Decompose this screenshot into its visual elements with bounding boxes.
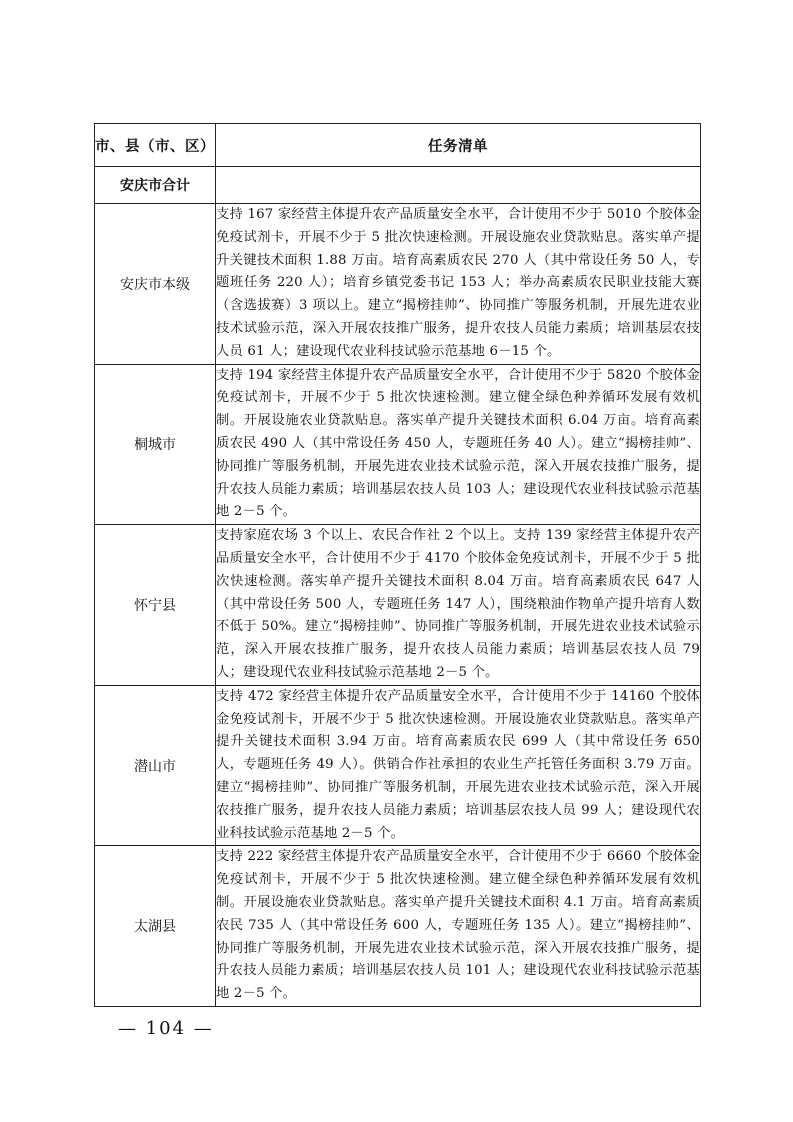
table-row — [95, 846, 701, 1007]
task-description: 支持 194 家经营主体提升农产品质量安全水平，合计使用不少于 5820 个胶体金免疫试剂卡，开展不少于 5 批次快速检测。建立健全绿色种养循环发展有效机制。开展设施农业贷款贴息。落实单产提升关键技术面积 6.04 万亩。培育高素质农民 490 人（其中常设任务 450 人，专题班任务 40 人）。建立“揭榜挂帅”、协同推广等服务机制，开展先进农业技术试验示范，深入开展农技推广服务，提升农技人员能力素质；培训基层农技人员 103 人；建设现代农业科技试验示范基地 2－5 个。 — [216, 364, 701, 525]
region-name: 桐城市 — [95, 364, 216, 525]
task-description: 支持家庭农场 3 个以上、农民合作社 2 个以上。支持 139 家经营主体提升农产品质量安全水平，合计使用不少于 4170 个胶体金免疫试剂卡，开展不少于 5 批次快速检测。落实单产提升关键技术面积 8.04 万亩。培育高素质农民 647 人（其中常设任务 500 人，专题班任务 147 人），围绕粮油作物单产提升培育人数不低于 50%。建立“揭榜挂帅”、协同推广等服务机制，开展先进农业技术试验示范，深入开展农技推广服务，提升农技人员能力素质；培训基层农技人员 79 人；建设现代农业科技试验示范基地 2－5 个。 — [216, 525, 701, 686]
page-number: — 104 — — [118, 1018, 214, 1039]
region-name: 潜山市 — [95, 685, 216, 846]
table-header-row — [95, 124, 701, 167]
table-row — [95, 525, 701, 686]
column-header-region: 市、县（市、区） — [95, 124, 216, 167]
task-description: 支持 472 家经营主体提升农产品质量安全水平，合计使用不少于 14160 个胶体金免疫试剂卡，开展不少于 5 批次快速检测。开展设施农业贷款贴息。落实单产提升关键技术面积 3.94 万亩。培育高素质农民 699 人（其中常设任务 650 人，专题班任务 49 人）。供销合作社承担的农业生产托管任务面积 3.79 万亩。建立“揭榜挂帅”、协同推广等服务机制，开展先进农业技术试验示范，深入开展农技推广服务，提升农技人员能力素质；培训基层农技人员 99 人；建设现代农业科技试验示范基地 2－5 个。 — [216, 685, 701, 846]
task-list-table — [94, 123, 701, 1007]
total-row-label: 安庆市合计 — [95, 167, 216, 204]
total-row — [95, 167, 701, 204]
table-row — [95, 685, 701, 846]
region-name: 怀宁县 — [95, 525, 216, 686]
task-description: 支持 167 家经营主体提升农产品质量安全水平，合计使用不少于 5010 个胶体金免疫试剂卡，开展不少于 5 批次快速检测。开展设施农业贷款贴息。落实单产提升关键技术面积 1.88 万亩。培育高素质农民 270 人（其中常设任务 50 人，专题班任务 220 人）；培育乡镇党委书记 153 人；举办高素质农民职业技能大赛（含选拔赛）3 项以上。建立“揭榜挂帅”、协同推广等服务机制，开展先进农业技术试验示范，深入开展农技推广服务，提升农技人员能力素质；培训基层农技人员 61 人；建设现代农业科技试验示范基地 6－15 个。 — [216, 204, 701, 365]
task-description: 支持 222 家经营主体提升农产品质量安全水平，合计使用不少于 6660 个胶体金免疫试剂卡，开展不少于 5 批次快速检测。建立健全绿色种养循环发展有效机制。开展设施农业贷款贴息。落实单产提升关键技术面积 4.1 万亩。培育高素质农民 735 人（其中常设任务 600 人，专题班任务 135 人）。建立“揭榜挂帅”、协同推广等服务机制，开展先进农业技术试验示范，深入开展农技推广服务，提升农技人员能力素质；培训基层农技人员 101 人；建设现代农业科技试验示范基地 2－5 个。 — [216, 846, 701, 1007]
region-name: 太湖县 — [95, 846, 216, 1007]
table-row — [95, 364, 701, 525]
table-row — [95, 204, 701, 365]
region-name: 安庆市本级 — [95, 204, 216, 365]
column-header-tasks: 任务清单 — [216, 124, 701, 167]
total-row-value — [216, 167, 701, 204]
